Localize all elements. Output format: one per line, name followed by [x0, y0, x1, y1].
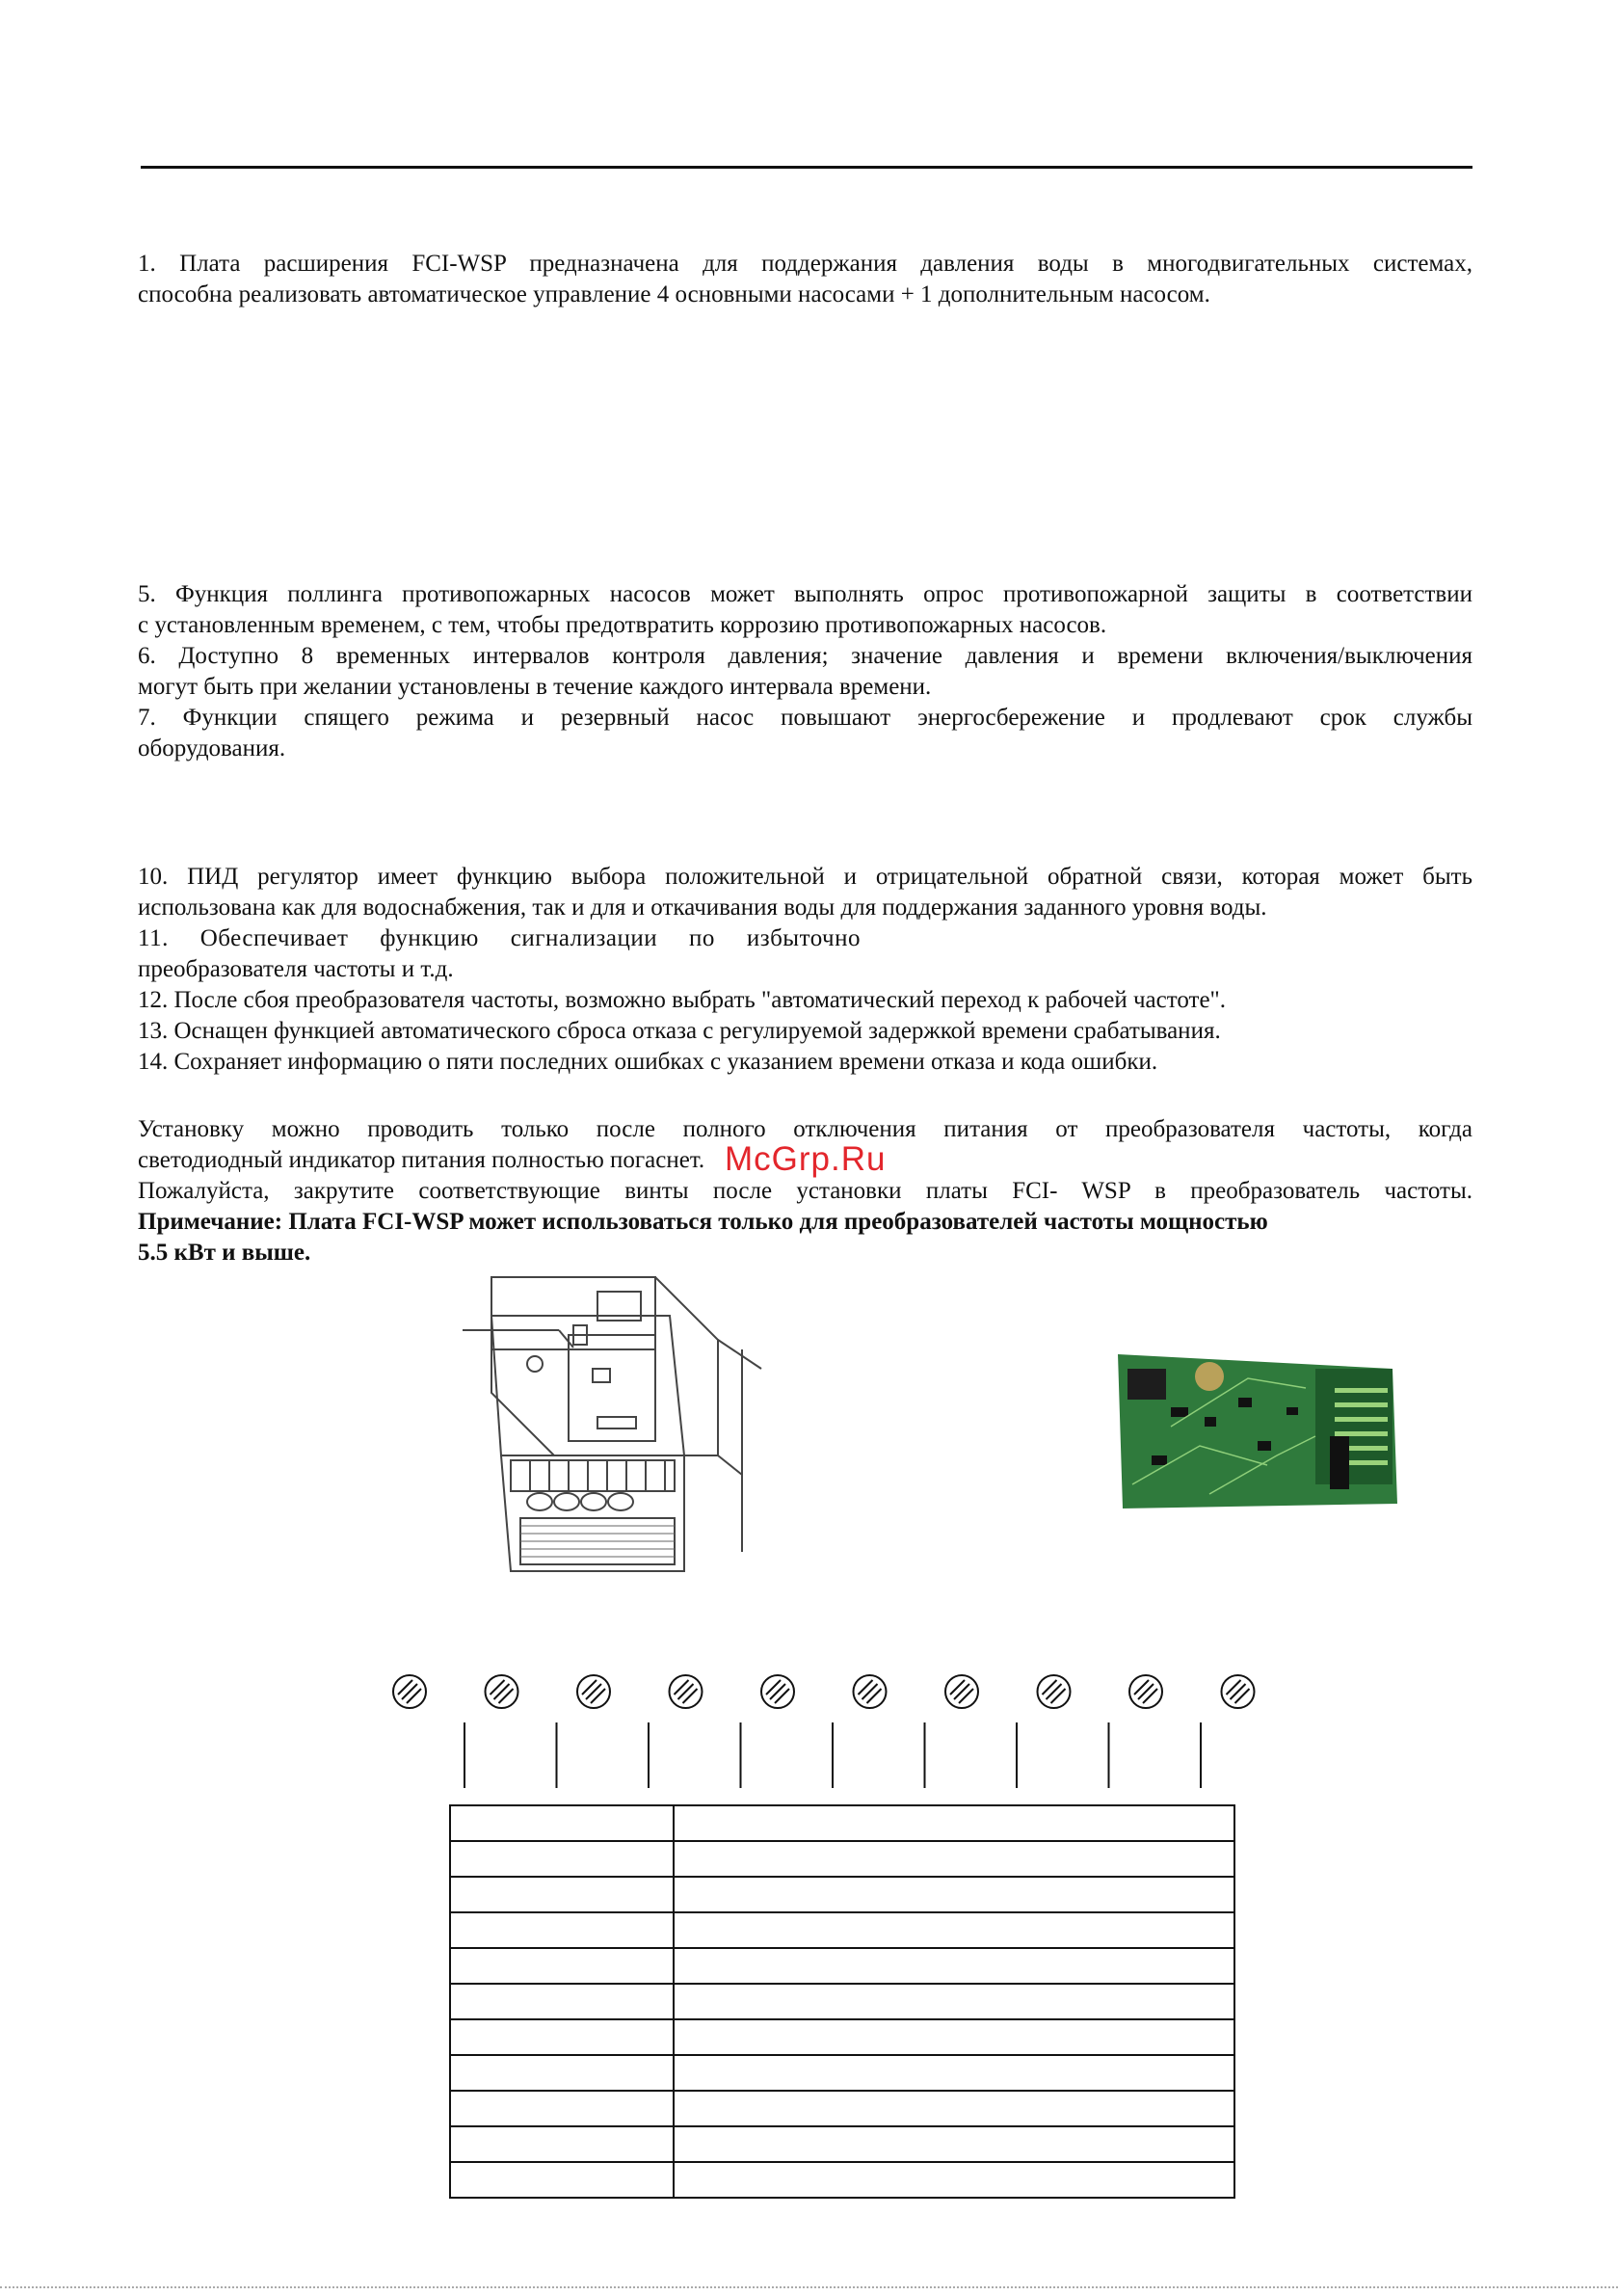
terminal-screw-icon [486, 1675, 518, 1708]
terminal-description-cell [674, 1984, 1234, 2019]
terminal-screw-icon [393, 1675, 426, 1708]
terminal-name-cell [450, 2055, 674, 2091]
table-row [450, 2126, 1234, 2162]
cable-gland [554, 1493, 579, 1510]
feature-line: могут быть при желании установлены в течение каждого интервала времени. [138, 674, 932, 700]
header-rule [141, 166, 1472, 169]
feature-line: с установленным временем, с тем, чтобы предотвратить коррозию противопожарных насосов. [138, 612, 1107, 638]
cable-gland [608, 1493, 633, 1510]
feature-item-1 [138, 249, 1472, 280]
terminal-screw-icon [670, 1675, 703, 1708]
feature-line: 10. ПИД регулятор имеет функцию выбора положительной и отрицательной обратной связи, которая может быть [138, 864, 1472, 890]
feature-line: 12. После сбоя преобразователя частоты, возможно выбрать "автоматический переход к рабочей частоте". [138, 987, 1226, 1013]
feature-line: 14. Сохраняет информацию о пяти последних ошибках с указанием времени отказа и кода ошибки. [138, 1049, 1158, 1075]
page-footer-edge [0, 2286, 1618, 2289]
terminal-screw-icon [577, 1675, 610, 1708]
terminal-block [511, 1460, 675, 1491]
table-row [450, 2162, 1234, 2198]
feature-item-7-cont [138, 734, 1472, 764]
feature-item-13 [138, 1016, 1472, 1047]
feature-line: 6. Доступно 8 временных интервалов контроля давления; значение давления и времени включения/выключения [138, 643, 1472, 669]
board-connector [597, 1417, 636, 1428]
install-line: светодиодный индикатор питания полностью погаснет. [138, 1147, 705, 1173]
inverter-drawing [453, 1263, 781, 1590]
feature-item-11 [138, 923, 861, 954]
install-line: Пожалуйста, закрутите соответствующие винты после установки платы FCI- WSP в преобразователь частоты. [138, 1178, 1472, 1204]
feature-line: 5. Функция поллинга противопожарных насосов может выполнять опрос противопожарной защиты в соответствии [138, 581, 1472, 607]
terminal-block-slots [530, 1460, 665, 1491]
feature-item-14 [138, 1047, 1472, 1078]
table-row [450, 1948, 1234, 1984]
terminal-strip [366, 1653, 1272, 1798]
terminal-screw-icon [1038, 1675, 1071, 1708]
terminal-screw-icon [945, 1675, 978, 1708]
terminal-name-cell [450, 1841, 674, 1877]
terminal-name-cell [450, 2091, 674, 2126]
table-row [450, 1805, 1234, 1841]
terminal-screw-icon [854, 1675, 887, 1708]
feature-item-5 [138, 579, 1472, 610]
feature-item-1-cont [138, 280, 1472, 310]
terminal-name-cell [450, 1984, 674, 2019]
terminal-description-cell [674, 2162, 1234, 2198]
feature-item-12 [138, 985, 1472, 1016]
terminal-description-cell [674, 2055, 1234, 2091]
terminal-description-cell [674, 2091, 1234, 2126]
pcb-terminal-area [1315, 1369, 1393, 1484]
callout-line [559, 1330, 573, 1348]
vent-grille-lines [520, 1526, 675, 1557]
feature-item-6 [138, 641, 1472, 672]
feature-line: 7. Функции спящего режима и резервный насос повышают энергосбережение и продлевают срок службы [138, 705, 1472, 731]
table-row [450, 2019, 1234, 2055]
install-warning [138, 1207, 1472, 1238]
feature-item-10-cont [138, 893, 1472, 923]
terminal-screw-icon [761, 1675, 794, 1708]
inverter-side-edge [718, 1455, 742, 1475]
feature-line: преобразователя частоты и т.д. [138, 956, 454, 982]
warning-line: Примечание: Плата FCI-WSP может использоваться только для преобразователей частоты мощностью [138, 1209, 1268, 1235]
feature-item-7 [138, 703, 1472, 734]
terminal-name-cell [450, 1805, 674, 1841]
feature-line: 13. Оснащен функцией автоматического сброса отказа с регулируемой задержкой времени срабатывания. [138, 1018, 1221, 1044]
cable-gland [581, 1493, 606, 1510]
terminal-name-cell [450, 1877, 674, 1912]
warning-line: 5.5 кВт и выше. [138, 1240, 311, 1266]
feature-item-11-cont [138, 954, 1472, 985]
terminal-name-cell [450, 2019, 674, 2055]
feature-line: 11. Обеспечивает функцию сигнализации по избыточно [138, 925, 861, 951]
table-row [450, 1877, 1234, 1912]
table-row [450, 1841, 1234, 1877]
feature-item-10 [138, 862, 1472, 893]
terminal-screw-icon [1129, 1675, 1162, 1708]
install-note-2 [138, 1176, 1472, 1207]
feature-line: оборудования. [138, 735, 286, 761]
feature-item-6-cont [138, 672, 1472, 703]
feature-line: способна реализовать автоматическое управление 4 основными насосами + 1 дополнительным насосом. [138, 281, 1210, 307]
terminal-description-cell [674, 1841, 1234, 1877]
cable-gland [527, 1493, 552, 1510]
install-line: Установку можно проводить только после полного отключения питания от преобразователя частоты, когда [138, 1116, 1472, 1142]
pcb-connector [1127, 1369, 1166, 1400]
table-row [450, 1912, 1234, 1948]
feature-line: 1. Плата расширения FCI-WSP предназначена для поддержания давления воды в многодвигательных системах, [138, 251, 1472, 277]
terminal-name-cell [450, 2126, 674, 2162]
terminal-description-cell [674, 1877, 1234, 1912]
pcb-chip [1330, 1436, 1349, 1489]
feature-item-5-cont [138, 610, 1472, 641]
inverter-lower-body [501, 1455, 684, 1571]
board-capacitor [527, 1356, 543, 1372]
table-row [450, 1984, 1234, 2019]
terminal-description-cell [674, 1948, 1234, 1984]
terminal-table [449, 1804, 1235, 2199]
terminal-screw-icon [1222, 1675, 1255, 1708]
board-chip [593, 1369, 610, 1382]
control-board [569, 1335, 655, 1441]
terminal-name-cell [450, 1912, 674, 1948]
table-row [450, 2091, 1234, 2126]
terminal-description-cell [674, 2019, 1234, 2055]
fci-wsp-board-photo [1113, 1349, 1402, 1513]
terminal-name-cell [450, 2162, 674, 2198]
install-warning-cont [138, 1238, 1472, 1268]
terminal-description-cell [674, 1805, 1234, 1841]
terminal-description-cell [674, 2126, 1234, 2162]
terminal-description-cell [674, 1912, 1234, 1948]
feature-line: использована как для водоснабжения, так и для и откачивания воды для поддержания заданного уровня воды. [138, 894, 1267, 921]
table-row [450, 2055, 1234, 2091]
pcb-capacitor [1195, 1362, 1224, 1391]
inverter-side-edge [718, 1340, 761, 1369]
terminal-name-cell [450, 1948, 674, 1984]
watermark: McGrp.Ru [725, 1140, 887, 1178]
